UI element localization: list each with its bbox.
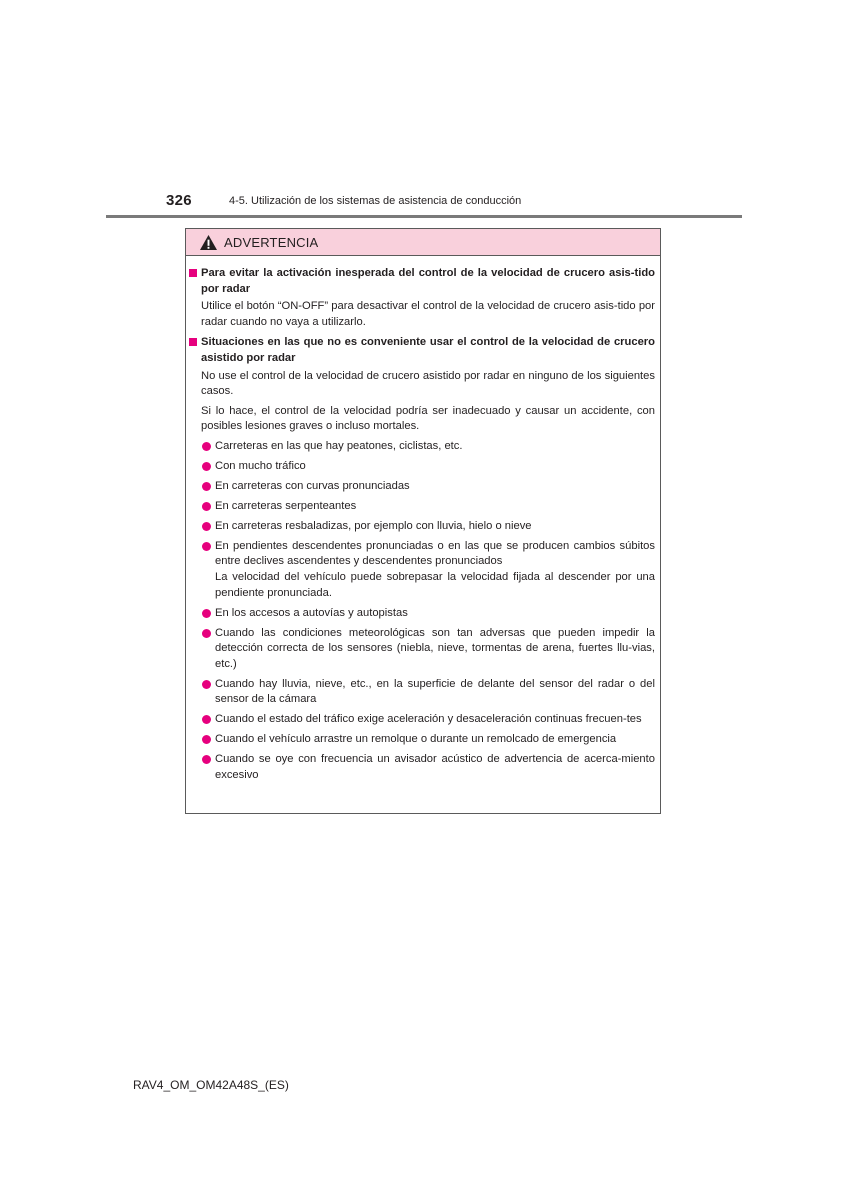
warning-item-heading: Situaciones en las que no es conveniente usar el control de la velocidad de crucero asistido por radar	[201, 336, 655, 364]
list-item	[202, 539, 655, 601]
list-item	[202, 519, 655, 535]
list-item-text: Cuando el estado del tráfico exige aceleración y desaceleración continuas frecuen-tes	[215, 713, 642, 726]
warning-item	[189, 266, 655, 297]
list-item	[202, 479, 655, 495]
list-item	[202, 459, 655, 475]
warning-paragraph: No use el control de la velocidad de crucero asistido por radar en ninguno de los siguientes casos.	[201, 369, 655, 398]
list-item	[202, 499, 655, 515]
circle-bullet-icon	[202, 442, 211, 451]
warning-body	[186, 256, 660, 784]
list-item	[202, 626, 655, 673]
list-item	[202, 439, 655, 455]
warning-header	[186, 229, 660, 256]
warning-paragraph: Utilice el botón “ON-OFF” para desactivar el control de la velocidad de crucero asis-tido por radar cuando no vaya a utilizarlo.	[201, 300, 655, 328]
circle-bullet-icon	[202, 629, 211, 638]
warning-paragraph: Si lo hace, el control de la velocidad podría ser inadecuado y causar un accidente, con posibles lesiones graves o incluso mortales.	[201, 404, 655, 433]
list-item	[202, 732, 655, 748]
circle-bullet-icon	[202, 462, 211, 471]
list-item-content	[215, 539, 655, 601]
warning-item	[189, 335, 655, 366]
header-divider	[106, 215, 742, 218]
list-item	[202, 606, 655, 622]
circle-bullet-icon	[202, 680, 211, 689]
list-item-text: En carreteras con curvas pronunciadas	[215, 479, 410, 492]
list-item-text: Cuando hay lluvia, nieve, etc., en la superficie de delante del sensor del radar o del sensor de la cámara	[215, 677, 655, 706]
list-item-text: Cuando las condiciones meteorológicas son tan adversas que pueden impedir la detección correcta de los sensores (niebla, nieve, tormentas de arena, fuertes llu-vias, etc.)	[215, 626, 655, 670]
list-item-note: La velocidad del vehículo puede sobrepasar la velocidad fijada al descender por una pendiente pronunciada.	[215, 571, 655, 599]
list-item-text: Cuando el vehículo arrastre un remolque o durante un remolcado de emergencia	[215, 733, 617, 746]
warning-item-heading: Para evitar la activación inesperada del control de la velocidad de crucero asis-tido por radar	[201, 267, 655, 295]
circle-bullet-icon	[202, 755, 211, 764]
circle-bullet-icon	[202, 522, 211, 531]
list-item	[202, 677, 655, 708]
square-bullet-icon	[189, 269, 197, 277]
warning-triangle-icon	[199, 234, 218, 251]
list-item-text: Con mucho tráfico	[215, 459, 306, 472]
document-code: RAV4_OM_OM42A48S_(ES)	[133, 1078, 289, 1092]
list-item	[202, 712, 655, 728]
list-item-text: En pendientes descendentes pronunciadas o en las que se producen cambios súbitos entre declives ascendentes y descendentes pronunciados	[215, 539, 655, 568]
circle-bullet-icon	[202, 502, 211, 511]
circle-bullet-icon	[202, 542, 211, 551]
circle-bullet-icon	[202, 609, 211, 618]
list-item-text: Carreteras en las que hay peatones, ciclistas, etc.	[215, 439, 463, 452]
circle-bullet-icon	[202, 735, 211, 744]
list-item-text: Cuando se oye con frecuencia un avisador acústico de advertencia de acerca-miento excesivo	[215, 753, 655, 781]
section-title: 4-5. Utilización de los sistemas de asistencia de conducción	[229, 195, 522, 207]
list-item-text: En carreteras serpenteantes	[215, 499, 357, 512]
circle-bullet-icon	[202, 715, 211, 724]
circle-bullet-icon	[202, 482, 211, 491]
list-item	[202, 752, 655, 783]
page-number: 326	[166, 192, 192, 209]
warning-title: ADVERTENCIA	[224, 234, 319, 250]
warning-box	[185, 228, 661, 814]
list-item-text: En carreteras resbaladizas, por ejemplo con lluvia, hielo o nieve	[215, 519, 532, 532]
square-bullet-icon	[189, 338, 197, 346]
list-item-text: En los accesos a autovías y autopistas	[215, 606, 408, 619]
